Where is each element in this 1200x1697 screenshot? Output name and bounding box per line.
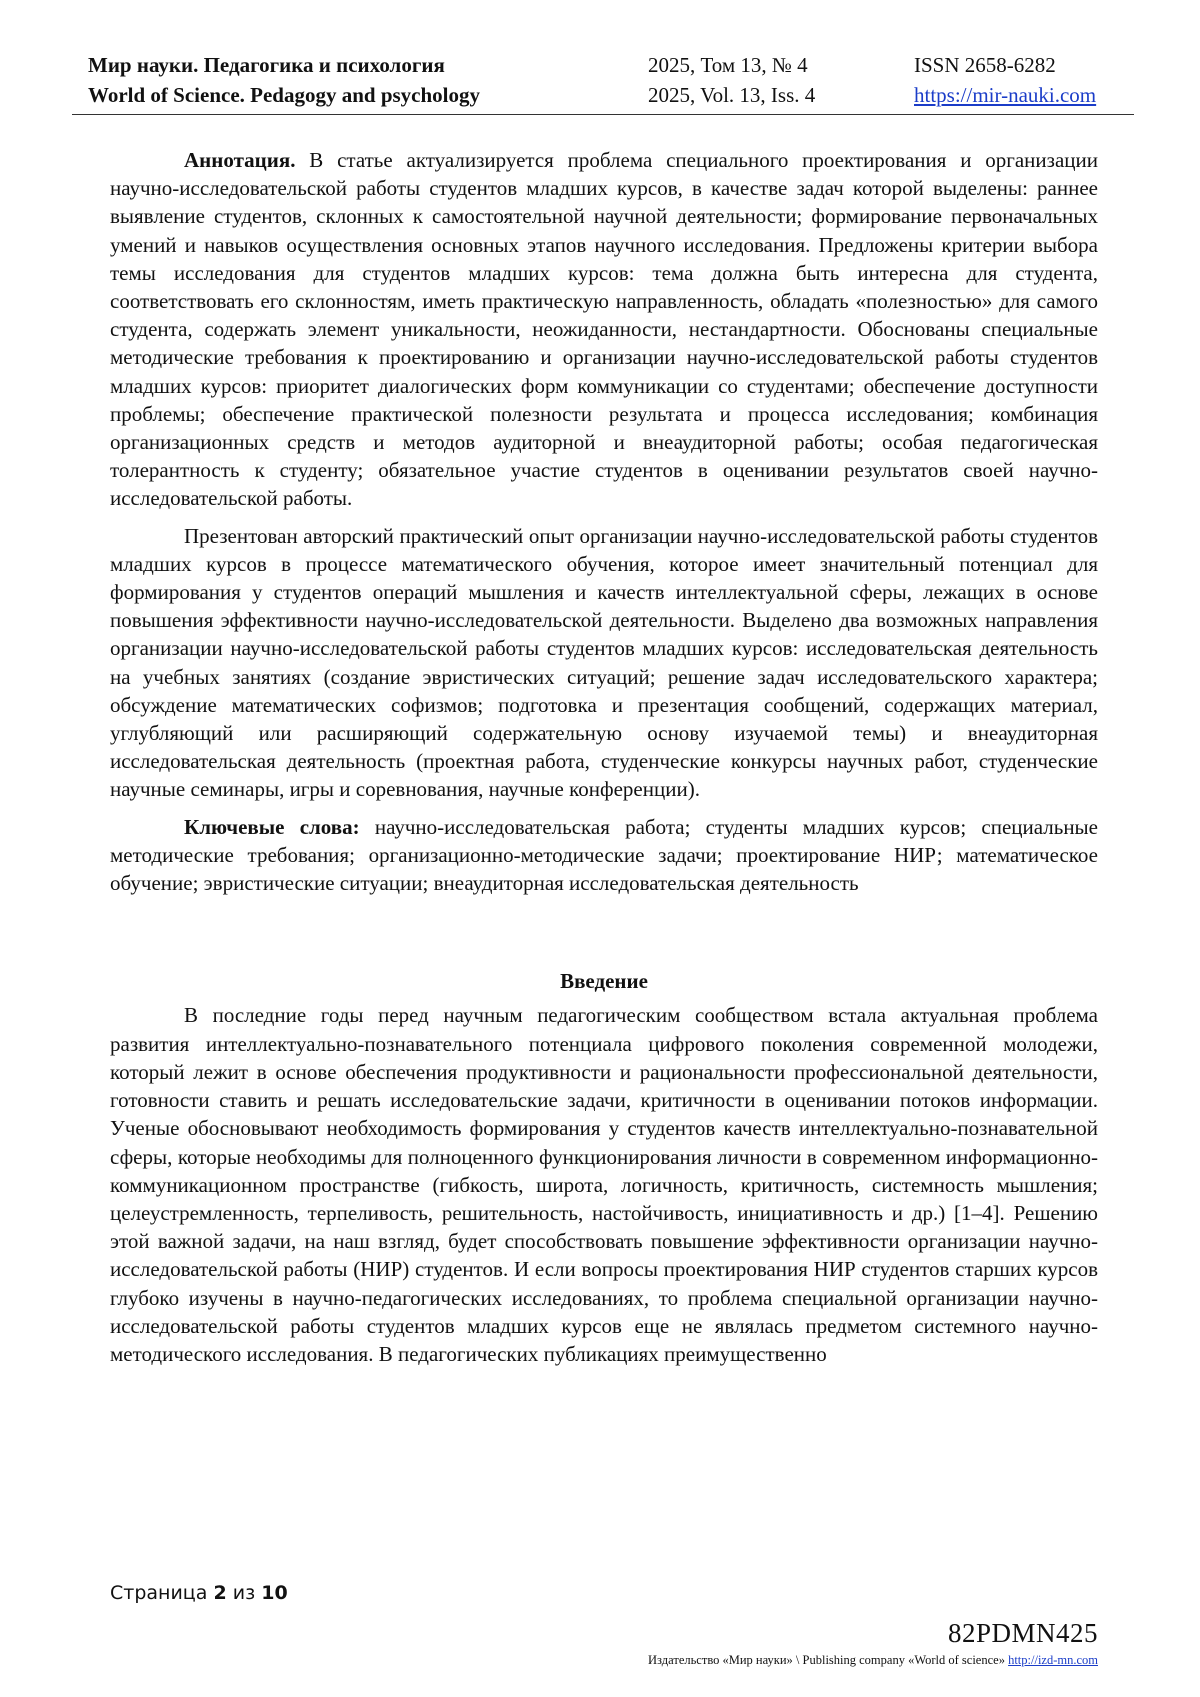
of-word: из xyxy=(232,1582,256,1604)
article-body xyxy=(110,146,1098,1377)
issn-block xyxy=(914,50,1096,110)
keywords-paragraph xyxy=(110,813,1098,898)
issue-ru: 2025, Том 13, № 4 xyxy=(648,53,808,77)
page-counter xyxy=(110,1582,288,1604)
journal-title-en: World of Science. Pedagogy and psychology xyxy=(88,83,481,107)
journal-title-ru: Мир науки. Педагогика и психология xyxy=(88,53,445,77)
publisher-line xyxy=(648,1653,1098,1668)
publisher-link[interactable]: http://izd-mn.com xyxy=(1008,1653,1098,1667)
keywords-label: Ключевые слова: xyxy=(184,814,360,839)
intro-paragraph: В последние годы перед научным педагогическим сообществом встала актуальная проблема развития интеллектуально-познавательного потенциала цифрового поколения современной молодежи, который лежит в основе обеспечения продуктивности и рациональности профессиональной деятельности, готовности ставить и решать исследовательские задачи, критичности в оценивании потоков информации. Ученые обосновывают необходимость формирования у студентов качеств интеллектуально-познавательной сферы, которые необходимы для полноценного функционирования личности в современном информационно-коммуникационном пространстве (гибкость, широта, логичность, критичность, системность мышления; целеустремленность, терпеливость, решительность, настойчивость, инициативность и др.) [1–4]. Решению этой важной задачи, на наш взгляд, будет способствовать повышение эффективности организации научно-исследовательской работы (НИР) студентов. И если вопросы проектирования НИР студентов старших курсов глубоко изучены в научно-педагогических исследованиях, то проблема специальной организации научно-исследовательской работы студентов младших курсов еще не являлась предметом системного научно-методического исследования. В педагогических публикациях преимущественно xyxy=(110,1003,1098,1366)
issue-en: 2025, Vol. 13, Iss. 4 xyxy=(648,83,816,107)
abstract-paragraph-1 xyxy=(110,146,1098,513)
page-total: 10 xyxy=(261,1582,288,1604)
keywords-text: научно-исследовательская работа; студенты младших курсов; специальные методические требования; организационно-методические задачи; проектирование НИР; математическое обучение; эвристические ситуации; внеаудиторная исследовательская деятельность xyxy=(110,814,1098,896)
page-word: Страница xyxy=(110,1582,208,1604)
issue-block xyxy=(648,50,815,110)
journal-url-link[interactable]: https://mir-nauki.com xyxy=(914,83,1097,107)
issn: ISSN 2658-6282 xyxy=(914,53,1056,77)
publisher-name: Издательство «Мир науки» \ Publishing company «World of science» xyxy=(648,1653,1005,1667)
intro-heading: Введение xyxy=(560,969,648,994)
abstract-text-1: В статье актуализируется проблема специального проектирования и организации научно-исследовательской работы студентов младших курсов, в качестве задач которой выделены: раннее выявление студентов, склонных к самостоятельной научной деятельности; формирование первоначальных умений и навыков осуществления основных этапов научного исследования. Предложены критерии выбора темы исследования для студентов младших курсов: тема должна быть интересна для студента, соответствовать его склонностям, иметь практическую направленность, обладать «полезностью» для самого студента, содержать элемент уникальности, неожиданности, нестандартности. Обоснованы специальные методические требования к проектированию и организации научно-исследовательской работы студентов младших курсов: приоритет диалогических форм коммуникации со студентами; обеспечение доступности проблемы; обеспечение практической полезности результата и процесса исследования; комбинация организационных средств и методов аудиторной и внеаудиторной работы; особая педагогическая толерантность к студенту; обязательное участие студентов в оценивании результатов своей научно-исследовательской работы. xyxy=(110,148,1098,511)
journal-header xyxy=(72,50,1134,115)
abstract-label: Аннотация. xyxy=(184,148,296,172)
abstract-paragraph-2: Презентован авторский практический опыт организации научно-исследовательской работы студентов младших курсов в процессе математического обучения, которое имеет значительный потенциал для формирования у студентов операций мышления и качеств интеллектуальной сферы, лежащих в основе повышения эффективности научно-исследовательской деятельности. Выделено два возможных направления организации научно-исследовательской работы студентов младших курсов: исследовательская деятельность на учебных занятиях (создание эвристических ситуаций; решение задач исследовательского характера; обсуждение математических софизмов; подготовка и презентация сообщений, содержащих материал, углубляющий или расширяющий содержательную основу изучаемой темы) и внеаудиторная исследовательская деятельность (проектная работа, студенческие конкурсы научных работ, студенческие научные семинары, игры и соревнования, научные конференции). xyxy=(110,523,1098,802)
journal-title-block xyxy=(88,50,480,110)
page-number: 2 xyxy=(213,1582,227,1604)
article-code: 82PDMN425 xyxy=(947,1618,1098,1648)
